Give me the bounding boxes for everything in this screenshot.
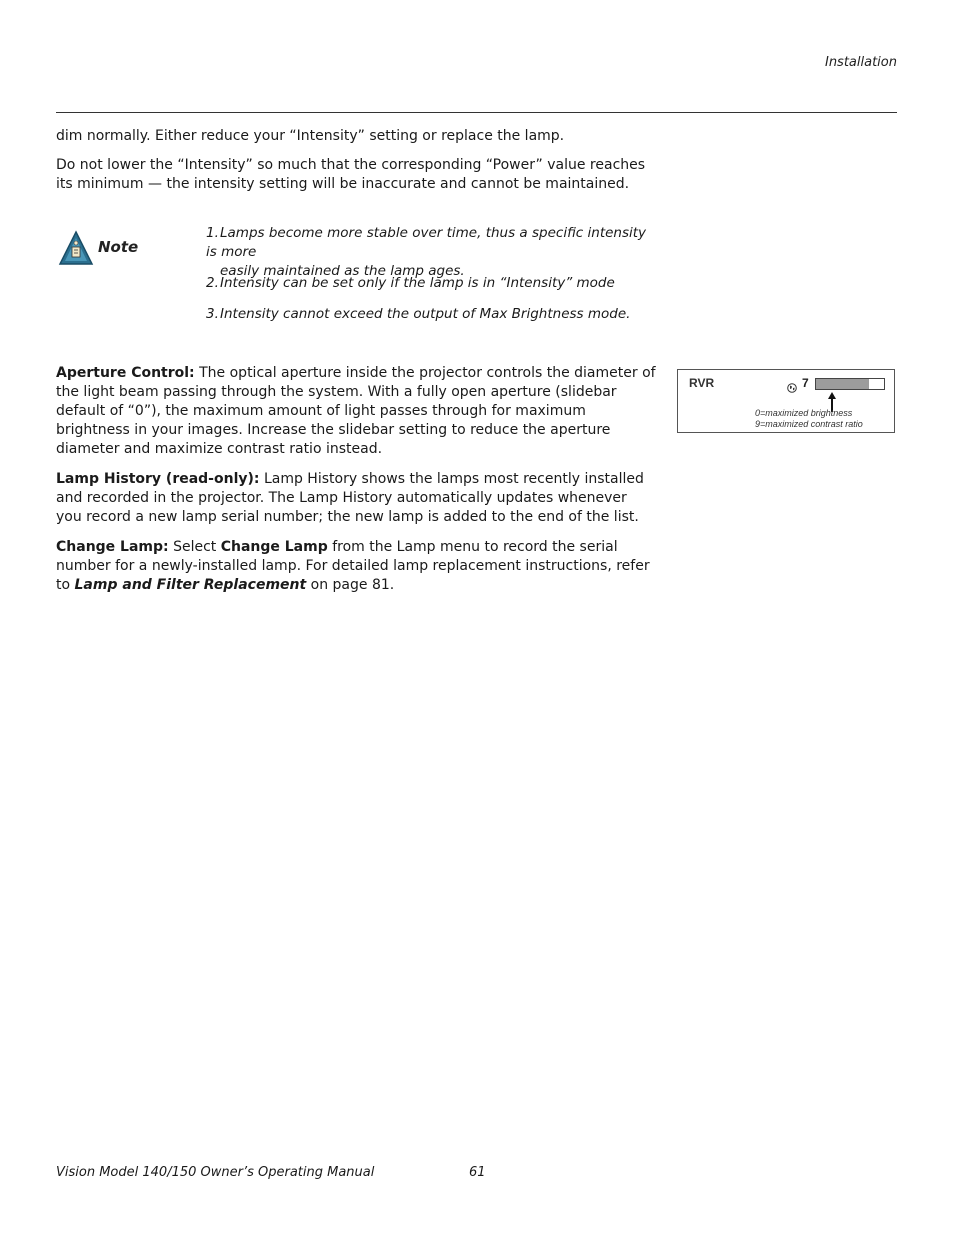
- header-rule: [56, 112, 897, 113]
- change-lamp-paragraph: [56, 538, 656, 595]
- lamp-history-heading: Lamp History (read-only):: [56, 471, 260, 487]
- note-item-number: 3.: [206, 306, 219, 322]
- change-lamp-text-pre: Select: [168, 539, 221, 555]
- intro-paragraph-2: [56, 156, 656, 194]
- note-item-2: [206, 274, 656, 293]
- osd-rvr-label: RVR: [689, 376, 715, 390]
- note-item-text: Lamps become more stable over time, thus a specific intensity is more: [206, 225, 647, 260]
- lamp-history-text: Lamp History shows the lamps most recently installed and recorded in the projector. The Lamp History automatically updates whenever you record a new lamp serial number; the new lamp is added to the end of the list.: [56, 471, 644, 525]
- osd-slider-fill: [816, 379, 869, 389]
- lamp-filter-reference-link[interactable]: Lamp and Filter Replacement: [74, 577, 307, 593]
- running-header-section: Installation: [824, 55, 897, 70]
- intro-paragraph-1: [56, 127, 656, 146]
- lamp-history-paragraph: [56, 470, 656, 527]
- note-item-continuation: easily maintained as the lamp ages.: [220, 263, 465, 279]
- intro-text-1: dim normally. Either reduce your “Intensity” setting or replace the lamp.: [56, 128, 565, 144]
- note-icon: [58, 230, 94, 266]
- aperture-heading: Aperture Control:: [56, 365, 195, 381]
- change-lamp-menu-name: Change Lamp: [220, 539, 328, 555]
- note-item-3: [206, 305, 656, 324]
- rvr-osd-figure: [677, 369, 895, 433]
- note-item-text: Intensity cannot exceed the output of Max Brightness mode.: [220, 306, 631, 322]
- note-item-text: Intensity can be set only if the lamp is in “Intensity” mode: [220, 275, 615, 291]
- note-item-number: 2.: [206, 275, 219, 291]
- osd-slider-track: [815, 378, 885, 390]
- footer-manual-title: Vision Model 140/150 Owner’s Operating Manual: [56, 1165, 375, 1180]
- note-item-1: [206, 224, 656, 281]
- footer-page-number: 61: [469, 1165, 486, 1180]
- note-item-number: 1.: [206, 225, 219, 241]
- osd-value: 7: [802, 376, 809, 390]
- osd-caption-contrast: 9=maximized contrast ratio: [755, 419, 863, 429]
- aperture-text: The optical aperture inside the projector controls the diameter of the light beam passing through the system. With a fully open aperture (slidebar default of “0”), the maximum amount of light passes through for maximum brightness in your images. Increase the slidebar setting to reduce the aperture diameter and maximize contrast ratio instead.: [56, 365, 656, 457]
- note-label: Note: [98, 238, 139, 256]
- globe-icon: [787, 378, 797, 388]
- change-lamp-heading: Change Lamp:: [56, 539, 169, 555]
- aperture-paragraph: [56, 364, 656, 459]
- change-lamp-text-post: on page 81.: [306, 577, 395, 593]
- intro-text-2: Do not lower the “Intensity” so much that the corresponding “Power” value reaches its minimum — the intensity setting will be inaccurate and cannot be maintained.: [56, 157, 646, 192]
- osd-caption-brightness: 0=maximized brightness: [755, 408, 853, 418]
- change-lamp-text-mid: from the Lamp menu to record the serial number for a newly-installed lamp. For detailed lamp replacement instructions, refer to: [56, 539, 650, 593]
